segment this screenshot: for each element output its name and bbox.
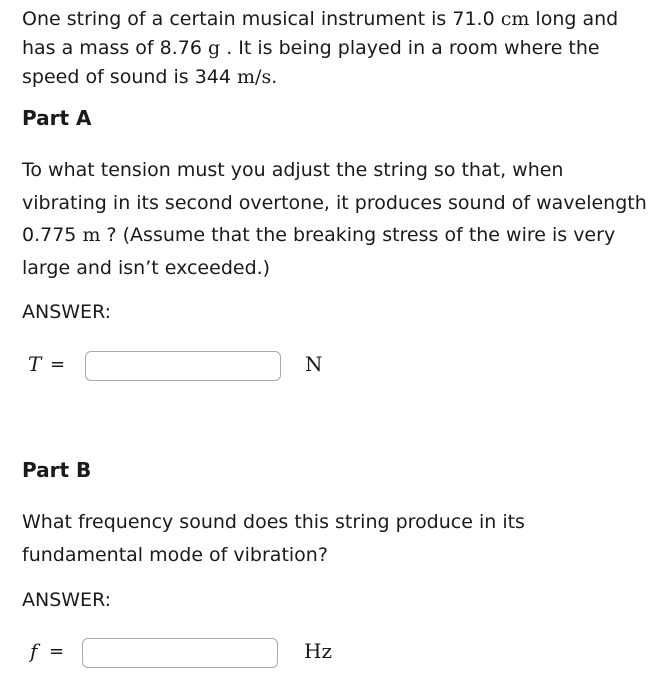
speed-unit: m/s	[237, 66, 272, 88]
part-a-question-text-2: ? (Assume that the breaking stress of the wire is very large and isn’t exceeded.)	[22, 224, 616, 279]
problem-statement	[22, 5, 652, 92]
tension-variable: T	[28, 352, 42, 376]
mass-unit: g	[208, 37, 221, 59]
part-a-question-text-1: To what tension must you adjust the string so that, when vibrating in its second overtone, it produces sound of wavelength	[22, 159, 647, 214]
part-b-answer-label: ANSWER:	[22, 589, 112, 611]
mass-value: 8.76	[159, 37, 202, 59]
speed-value: 344	[194, 66, 231, 88]
part-a-title: Part A	[22, 106, 92, 130]
part-a-equals-sign: =	[50, 354, 66, 375]
tension-answer-input[interactable]	[85, 351, 281, 381]
wavelength-value: 0.775	[22, 224, 77, 246]
part-a-question	[22, 154, 652, 284]
length-unit: cm	[500, 8, 530, 30]
frequency-variable: f	[30, 639, 38, 663]
intro-text-3: . It is being played in a room where the speed of sound is	[22, 37, 600, 88]
intro-text-2: long and has a mass of	[22, 8, 619, 59]
intro-text-1: One string of a certain musical instrument is	[22, 8, 453, 30]
part-a-answer-label: ANSWER:	[22, 301, 112, 323]
frequency-answer-input[interactable]	[82, 638, 278, 668]
part-b-title: Part B	[22, 458, 92, 482]
frequency-unit: Hz	[304, 639, 332, 663]
length-value: 71.0	[452, 8, 495, 30]
part-b-question: What frequency sound does this string produce in its fundamental mode of vibration?	[22, 511, 525, 566]
part-b-equals-sign: =	[49, 641, 65, 662]
wavelength-unit: m	[82, 224, 101, 246]
intro-text-4: .	[271, 66, 278, 88]
tension-unit: N	[305, 352, 323, 376]
